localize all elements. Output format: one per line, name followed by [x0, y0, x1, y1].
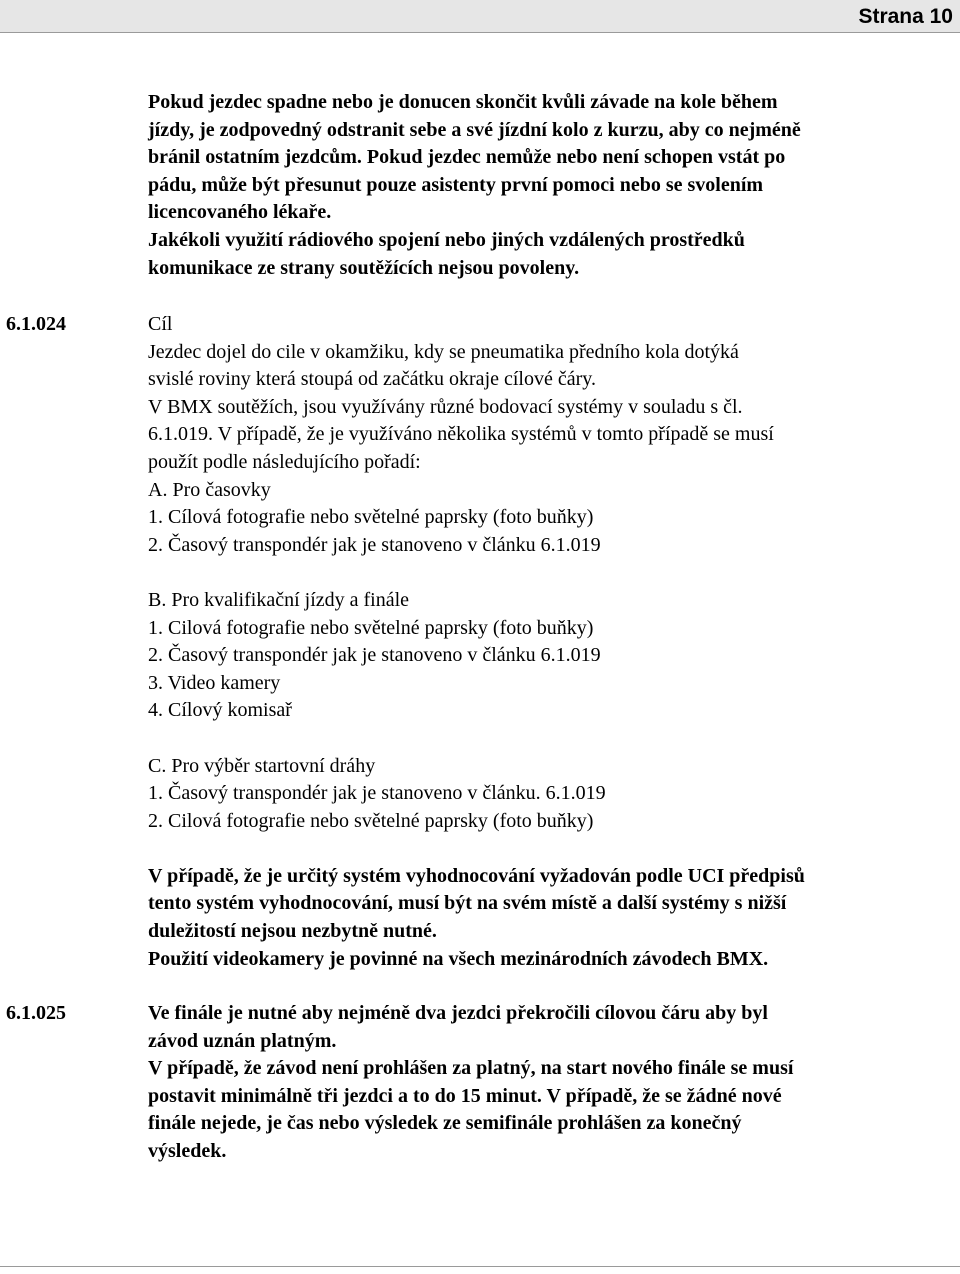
text-line: komunikace ze strany soutěžících nejsou povoleny.	[148, 256, 580, 279]
text-line: Pokud jezdec spadne nebo je donucen skončit kvůli závade na kole během	[148, 91, 778, 113]
section-number-6-1-025: 6.1.025	[6, 1002, 66, 1024]
text-line: pádu, může být přesunut pouze asistenty první pomoci nebo se svolením	[148, 173, 764, 196]
text-line: 6.1.019. V případě, že je využíváno několika systémů v tomto případě se musí	[148, 423, 774, 446]
text-line: jízdy, je zodpovedný odstranit sebe a své jízdní kolo z kurzu, aby co nejméně	[148, 118, 801, 141]
text-line: 1. Cílová fotografie nebo světelné paprsky (foto buňky)	[148, 506, 594, 529]
section-heading: Cíl	[148, 313, 173, 335]
text-line: duležitostí nejsou nezbytně nutné.	[148, 920, 437, 943]
text-line: Ve finále je nutné aby nejméně dva jezdci překročili cílovou čáru aby byl	[148, 1002, 768, 1024]
text-line: licencovaného lékaře.	[148, 201, 332, 224]
blank-line	[148, 725, 938, 753]
text-line: 1. Cilová fotografie nebo světelné paprsky (foto buňky)	[148, 616, 594, 639]
text-line: 1. Časový transpondér jak je stanoveno v článku. 6.1.019	[148, 782, 606, 805]
text-line: finále nejede, je čas nebo výsledek ze semifinále prohlášen za konečný	[148, 1112, 742, 1135]
text-line: výsledek.	[148, 1139, 227, 1162]
text-line: V případě, že je určitý systém vyhodnocování vyžadován podle UCI předpisů	[148, 864, 805, 887]
text-line: B. Pro kvalifikační jízdy a finále	[148, 588, 410, 611]
text-line: 2. Časový transpondér jak je stanoveno v článku 6.1.019	[148, 644, 601, 667]
text-line: závod uznán platným.	[148, 1029, 337, 1052]
text-line: V BMX soutěžích, jsou využívány různé bodovací systémy v souladu s čl.	[148, 395, 743, 418]
text-line: 2. Časový transpondér jak je stanoveno v článku 6.1.019	[148, 533, 601, 556]
text-line: 2. Cilová fotografie nebo světelné paprsky (foto buňky)	[148, 809, 594, 832]
text-line: svislé roviny která stoupá od začátku okraje cílové čáry.	[148, 368, 596, 391]
text-line: postavit minimálně tři jezdci a to do 15 minut. V případě, že se žádné nové	[148, 1084, 782, 1107]
blank-line	[148, 835, 938, 863]
text-line: C. Pro výběr startovní dráhy	[148, 754, 376, 777]
text-line: 3. Video kamery	[148, 671, 281, 694]
page-header	[0, 0, 960, 32]
text-line: 4. Cílový komisař	[148, 699, 292, 722]
blank-line	[148, 559, 938, 587]
text-line: tento systém vyhodnocování, musí být na svém místě a další systémy s nižší	[148, 892, 787, 915]
section-6-1-024	[148, 311, 938, 973]
text-line: Jezdec dojel do cile v okamžiku, kdy se pneumatika předního kola dotýká	[148, 340, 739, 363]
section-6-1-025	[148, 1000, 938, 1166]
text-line: Použití videokamery je povinné na všech mezinárodních závodech BMX.	[148, 947, 769, 970]
intro-paragraph	[148, 89, 938, 282]
page-number-label: Strana 10	[858, 5, 953, 28]
section-number-6-1-024: 6.1.024	[6, 313, 66, 335]
text-line: V případě, že závod není prohlášen za platný, na start nového finále se musí	[148, 1057, 794, 1080]
text-line: použít podle následujícího pořadí:	[148, 450, 421, 473]
footer-divider	[0, 1266, 960, 1267]
text-line: A. Pro časovky	[148, 478, 271, 501]
text-line: Jakékoli využití rádiového spojení nebo jiných vzdálených prostředků	[148, 228, 745, 251]
header-divider	[0, 32, 960, 33]
text-line: bránil ostatním jezdcům. Pokud jezdec nemůže nebo není schopen vstát po	[148, 146, 786, 169]
